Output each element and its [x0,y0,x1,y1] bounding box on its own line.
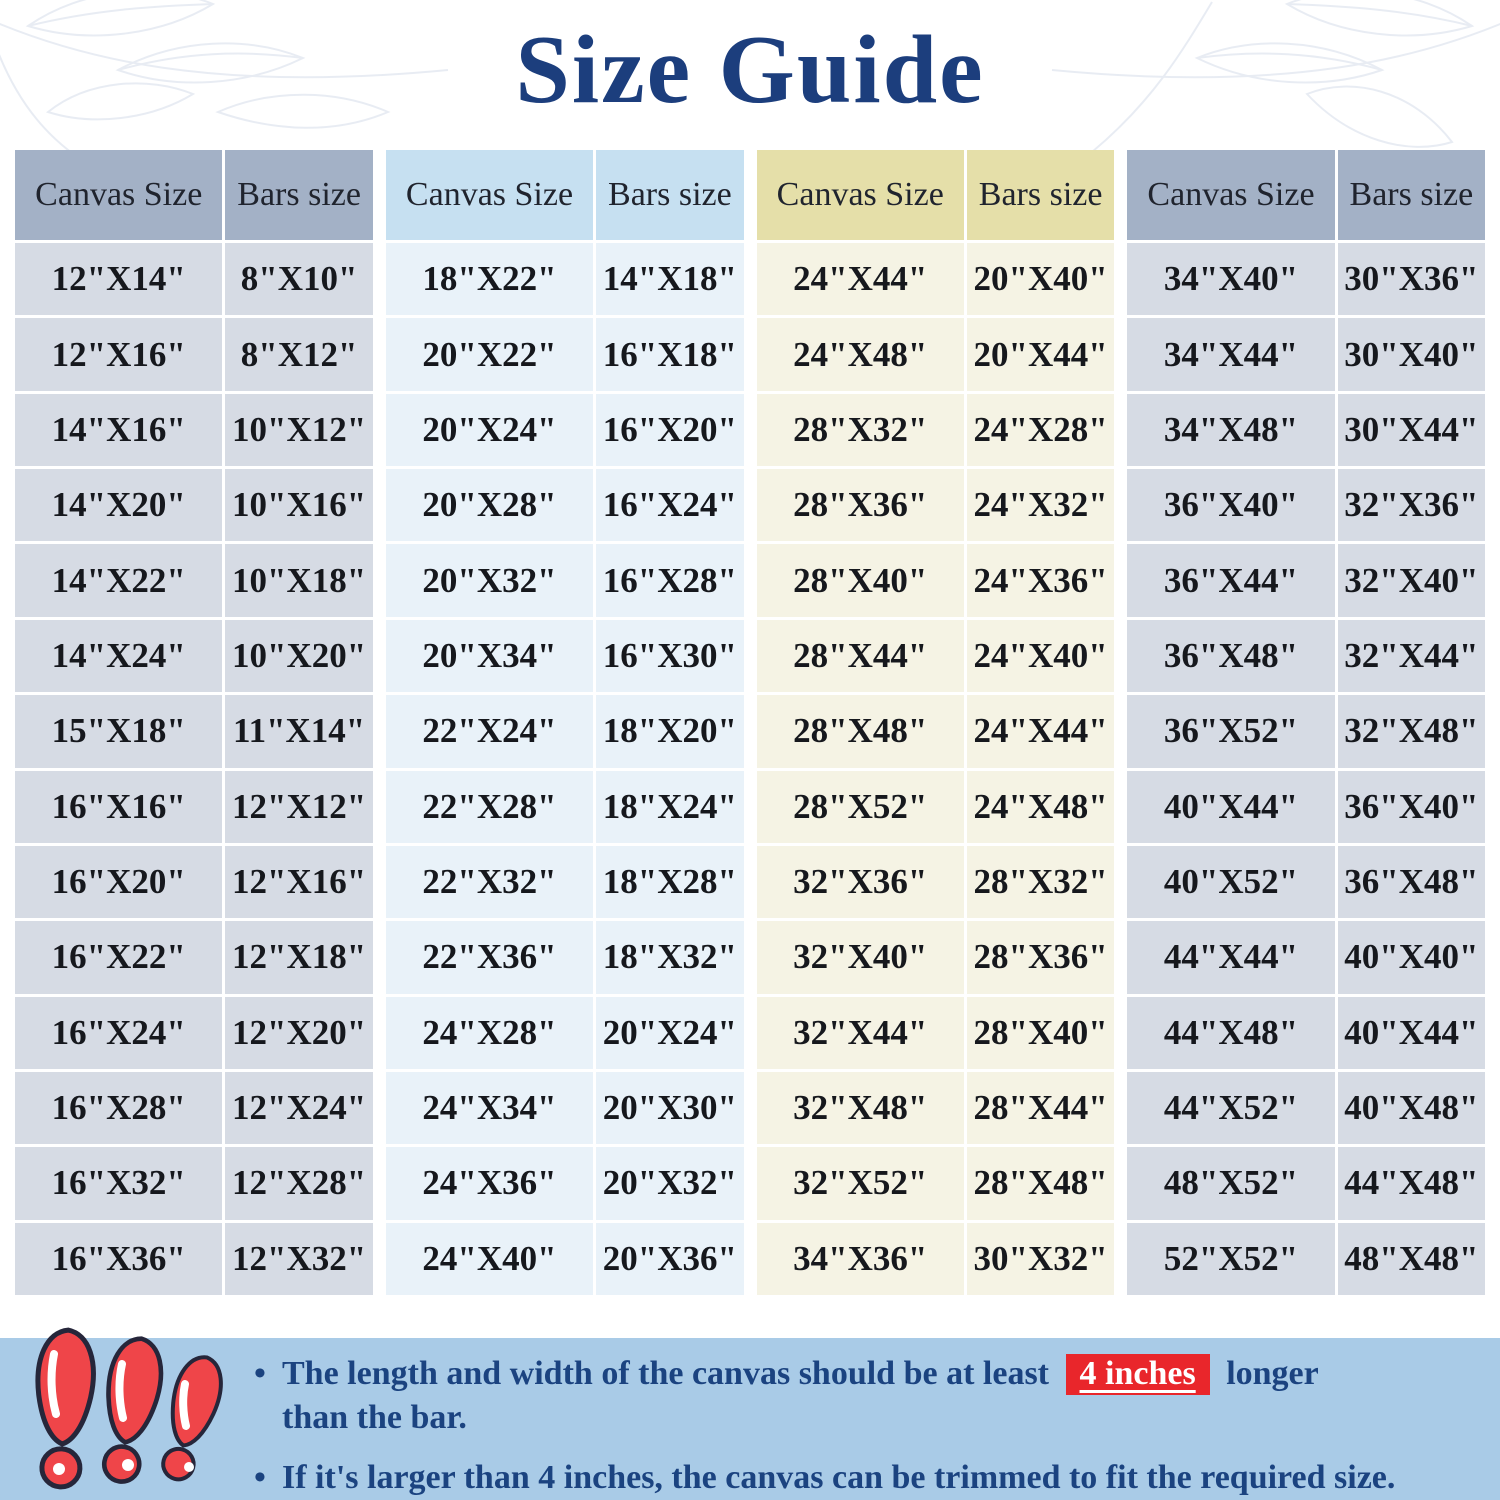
canvas-size-cell: 40"X44" [1127,771,1334,843]
table-row [757,1072,1115,1144]
table-row [1127,318,1485,390]
table-row [386,921,744,993]
table-row [15,997,373,1069]
table-row [1127,921,1485,993]
table-row [386,846,744,918]
footer-note-panel [0,1338,1500,1500]
bars-size-cell: 12"X28" [225,1147,372,1219]
table-row [757,771,1115,843]
bars-size-cell: 32"X48" [1338,695,1485,767]
canvas-size-cell: 16"X20" [15,846,222,918]
canvas-size-cell: 36"X48" [1127,620,1334,692]
bars-size-header: Bars size [225,150,372,240]
bars-size-cell: 10"X20" [225,620,372,692]
size-table-3 [757,150,1115,1295]
canvas-size-cell: 36"X40" [1127,469,1334,541]
table-row [15,544,373,616]
bars-size-cell: 32"X36" [1338,469,1485,541]
canvas-size-cell: 24"X44" [757,243,964,315]
footer-notes [248,1352,1480,1500]
size-table-4 [1127,150,1485,1295]
table-row [757,1223,1115,1295]
canvas-size-cell: 20"X32" [386,544,593,616]
canvas-size-header: Canvas Size [757,150,964,240]
canvas-size-cell: 44"X52" [1127,1072,1334,1144]
canvas-size-cell: 16"X24" [15,997,222,1069]
bars-size-cell: 18"X24" [596,771,743,843]
canvas-size-cell: 52"X52" [1127,1223,1334,1295]
bars-size-cell: 24"X28" [967,394,1114,466]
table-header-row [757,150,1115,240]
table-row [1127,243,1485,315]
note-1 [248,1352,1480,1440]
bars-size-cell: 20"X40" [967,243,1114,315]
table-row [386,394,744,466]
bars-size-cell: 16"X18" [596,318,743,390]
table-row [1127,1223,1485,1295]
bars-size-header: Bars size [596,150,743,240]
table-row [386,1147,744,1219]
table-row [386,997,744,1069]
bars-size-cell: 20"X24" [596,997,743,1069]
table-row [1127,771,1485,843]
table-row [386,243,744,315]
table-row [757,1147,1115,1219]
bars-size-cell: 16"X20" [596,394,743,466]
canvas-size-header: Canvas Size [15,150,222,240]
canvas-size-cell: 22"X24" [386,695,593,767]
bars-size-cell: 36"X40" [1338,771,1485,843]
canvas-size-cell: 16"X22" [15,921,222,993]
canvas-size-cell: 34"X36" [757,1223,964,1295]
bars-size-cell: 40"X40" [1338,921,1485,993]
table-row [386,771,744,843]
bars-size-cell: 24"X36" [967,544,1114,616]
canvas-size-cell: 24"X28" [386,997,593,1069]
table-row [386,544,744,616]
table-row [15,469,373,541]
table-row [757,318,1115,390]
page-title: Size Guide [515,16,985,124]
table-row [386,620,744,692]
note-1-text-after: longer [1226,1355,1319,1392]
bars-size-cell: 12"X12" [225,771,372,843]
canvas-size-cell: 12"X14" [15,243,222,315]
canvas-size-cell: 28"X36" [757,469,964,541]
bars-size-cell: 8"X10" [225,243,372,315]
canvas-size-cell: 32"X44" [757,997,964,1069]
canvas-size-cell: 36"X52" [1127,695,1334,767]
canvas-size-header: Canvas Size [386,150,593,240]
bars-size-cell: 16"X24" [596,469,743,541]
table-row [15,1223,373,1295]
bars-size-cell: 28"X32" [967,846,1114,918]
bars-size-cell: 12"X20" [225,997,372,1069]
table-header-row [386,150,744,240]
canvas-size-cell: 14"X20" [15,469,222,541]
size-table-1 [15,150,373,1295]
table-row [386,1223,744,1295]
bars-size-cell: 24"X48" [967,771,1114,843]
canvas-size-cell: 32"X40" [757,921,964,993]
canvas-size-cell: 16"X16" [15,771,222,843]
bars-size-cell: 24"X44" [967,695,1114,767]
table-row [15,243,373,315]
bars-size-cell: 12"X16" [225,846,372,918]
bars-size-cell: 48"X48" [1338,1223,1485,1295]
bars-size-cell: 36"X48" [1338,846,1485,918]
table-row [386,318,744,390]
note-1-text: The length and width of the canvas should be at least [282,1355,1050,1392]
canvas-size-cell: 24"X34" [386,1072,593,1144]
four-inches-highlight: 4 inches [1066,1354,1210,1395]
canvas-size-cell: 15"X18" [15,695,222,767]
bars-size-cell: 12"X32" [225,1223,372,1295]
canvas-size-cell: 44"X48" [1127,997,1334,1069]
canvas-size-cell: 20"X24" [386,394,593,466]
bars-size-cell: 10"X18" [225,544,372,616]
bullet-icon: • [254,1459,266,1496]
bars-size-cell: 20"X32" [596,1147,743,1219]
table-header-row [15,150,373,240]
table-row [1127,997,1485,1069]
canvas-size-cell: 32"X48" [757,1072,964,1144]
canvas-size-cell: 32"X36" [757,846,964,918]
canvas-size-cell: 34"X40" [1127,243,1334,315]
canvas-size-cell: 16"X32" [15,1147,222,1219]
table-row [15,394,373,466]
table-row [757,620,1115,692]
bullet-icon: • [254,1355,266,1392]
table-row [15,620,373,692]
canvas-size-cell: 24"X40" [386,1223,593,1295]
bars-size-header: Bars size [1338,150,1485,240]
bars-size-cell: 32"X44" [1338,620,1485,692]
bars-size-cell: 40"X48" [1338,1072,1485,1144]
table-row [386,695,744,767]
table-row [1127,1147,1485,1219]
table-row [757,394,1115,466]
table-row [757,695,1115,767]
canvas-size-cell: 14"X16" [15,394,222,466]
canvas-size-cell: 16"X36" [15,1223,222,1295]
bars-size-cell: 12"X18" [225,921,372,993]
size-table-2 [386,150,744,1295]
canvas-size-cell: 28"X48" [757,695,964,767]
canvas-size-cell: 40"X52" [1127,846,1334,918]
table-row [1127,394,1485,466]
canvas-size-cell: 22"X36" [386,921,593,993]
table-row [15,846,373,918]
bars-size-cell: 24"X32" [967,469,1114,541]
canvas-size-cell: 32"X52" [757,1147,964,1219]
bars-size-cell: 20"X36" [596,1223,743,1295]
bars-size-cell: 18"X20" [596,695,743,767]
bars-size-cell: 20"X30" [596,1072,743,1144]
bars-size-cell: 44"X48" [1338,1147,1485,1219]
canvas-size-cell: 24"X36" [386,1147,593,1219]
canvas-size-cell: 48"X52" [1127,1147,1334,1219]
bars-size-cell: 8"X12" [225,318,372,390]
table-row [1127,469,1485,541]
canvas-size-cell: 22"X28" [386,771,593,843]
bars-size-cell: 40"X44" [1338,997,1485,1069]
table-row [1127,620,1485,692]
table-row [757,544,1115,616]
table-row [15,921,373,993]
canvas-size-cell: 28"X44" [757,620,964,692]
canvas-size-cell: 16"X28" [15,1072,222,1144]
bars-size-cell: 20"X44" [967,318,1114,390]
canvas-size-cell: 14"X22" [15,544,222,616]
canvas-size-cell: 20"X22" [386,318,593,390]
canvas-size-cell: 24"X48" [757,318,964,390]
bars-size-cell: 28"X40" [967,997,1114,1069]
table-row [15,1147,373,1219]
table-row [1127,695,1485,767]
table-row [1127,544,1485,616]
note-2 [248,1456,1480,1500]
table-row [1127,846,1485,918]
bars-size-cell: 30"X32" [967,1223,1114,1295]
table-row [757,243,1115,315]
note-2-text: If it's larger than 4 inches, the canvas can be trimmed to fit the required size. [282,1459,1396,1496]
bars-size-header: Bars size [967,150,1114,240]
bars-size-cell: 28"X44" [967,1072,1114,1144]
bars-size-cell: 24"X40" [967,620,1114,692]
bars-size-cell: 10"X16" [225,469,372,541]
bars-size-cell: 16"X28" [596,544,743,616]
bars-size-cell: 32"X40" [1338,544,1485,616]
table-row [15,771,373,843]
canvas-size-cell: 34"X48" [1127,394,1334,466]
bars-size-cell: 30"X44" [1338,394,1485,466]
table-row [1127,1072,1485,1144]
table-row [15,695,373,767]
table-row [15,318,373,390]
canvas-size-header: Canvas Size [1127,150,1334,240]
table-row [386,1072,744,1144]
bars-size-cell: 14"X18" [596,243,743,315]
table-row [757,469,1115,541]
bars-size-cell: 12"X24" [225,1072,372,1144]
bars-size-cell: 28"X48" [967,1147,1114,1219]
canvas-size-cell: 18"X22" [386,243,593,315]
canvas-size-cell: 34"X44" [1127,318,1334,390]
canvas-size-cell: 12"X16" [15,318,222,390]
bars-size-cell: 16"X30" [596,620,743,692]
bars-size-cell: 18"X32" [596,921,743,993]
bars-size-cell: 30"X40" [1338,318,1485,390]
table-row [386,469,744,541]
note-1-line-2: than the bar. [282,1399,467,1436]
bars-size-cell: 18"X28" [596,846,743,918]
canvas-size-cell: 28"X32" [757,394,964,466]
size-guide-tables [15,150,1485,1295]
table-row [757,997,1115,1069]
bars-size-cell: 30"X36" [1338,243,1485,315]
bars-size-cell: 10"X12" [225,394,372,466]
table-row [757,921,1115,993]
canvas-size-cell: 20"X34" [386,620,593,692]
bars-size-cell: 11"X14" [225,695,372,767]
bars-size-cell: 28"X36" [967,921,1114,993]
canvas-size-cell: 20"X28" [386,469,593,541]
canvas-size-cell: 28"X40" [757,544,964,616]
canvas-size-cell: 14"X24" [15,620,222,692]
canvas-size-cell: 36"X44" [1127,544,1334,616]
table-header-row [1127,150,1485,240]
canvas-size-cell: 22"X32" [386,846,593,918]
table-row [757,846,1115,918]
canvas-size-cell: 44"X44" [1127,921,1334,993]
canvas-size-cell: 28"X52" [757,771,964,843]
exclamation-marks-icon [22,1326,247,1491]
table-row [15,1072,373,1144]
